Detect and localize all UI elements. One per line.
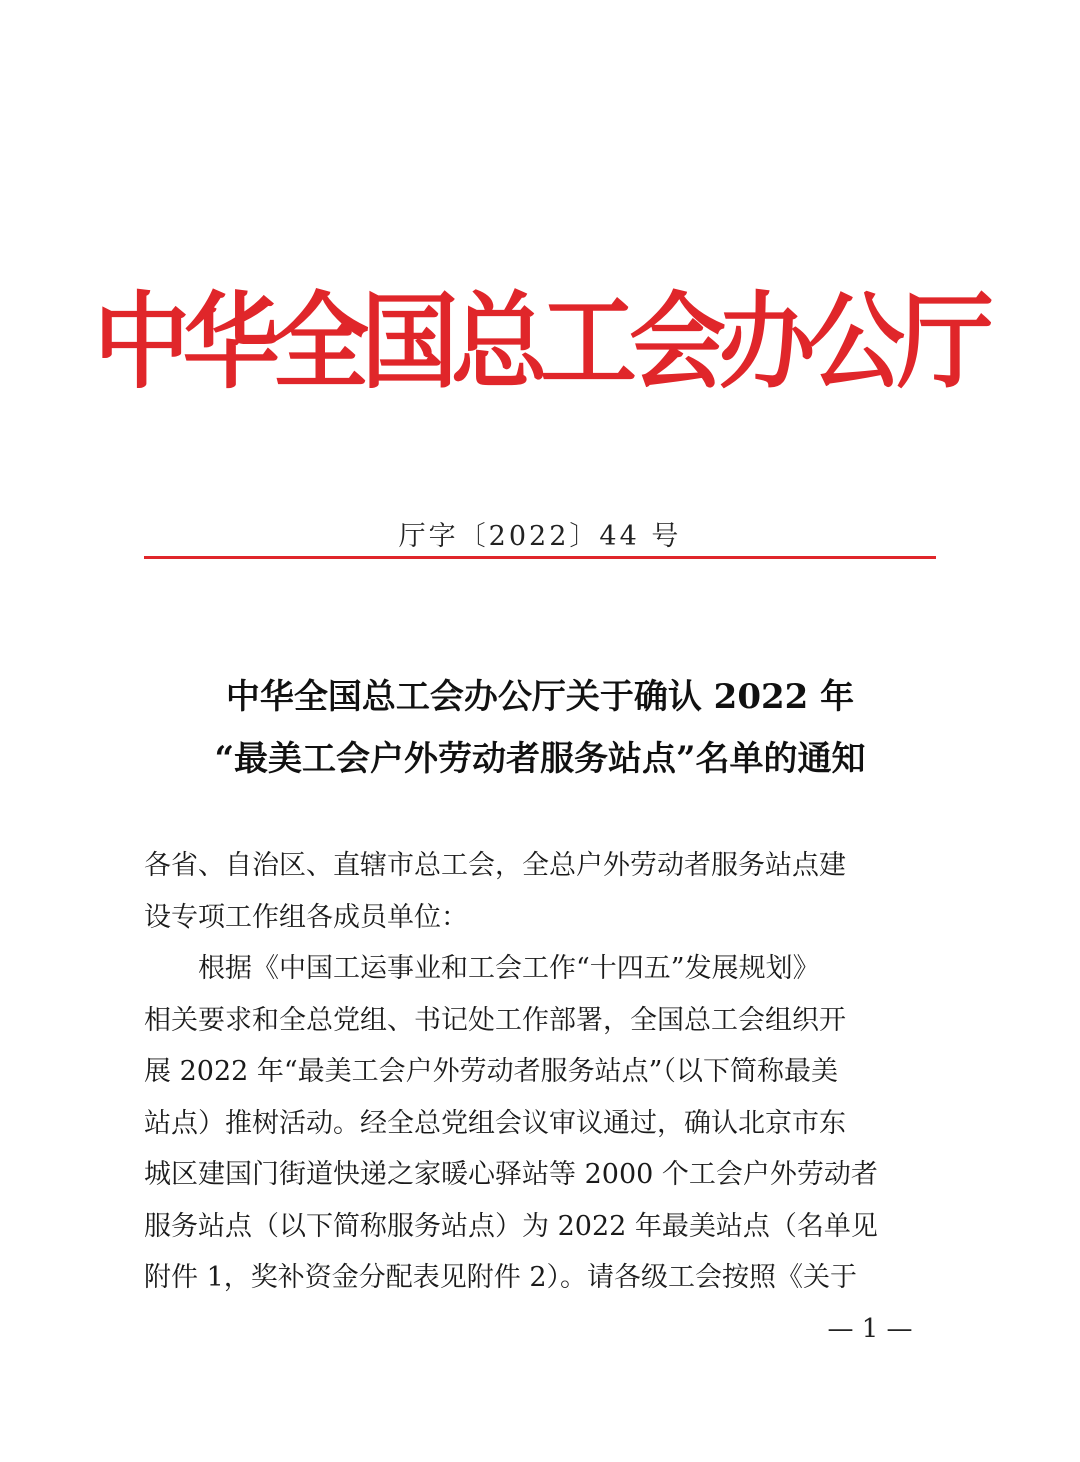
body-line: 各省、自治区、直辖市总工会，全总户外劳动者服务站点建	[144, 850, 846, 881]
body-line: 站点）推树活动。经全总党组会议审议通过，确认北京市东	[144, 1107, 846, 1139]
body-line: 设专项工作组各成员单位：	[144, 901, 468, 933]
issuer-masthead: 中华全国总工会办公厅	[93, 281, 987, 403]
red-divider-line	[144, 556, 936, 559]
body-line: 城区建国门街道快递之家暖心驿站等 2000 个工会户外劳动者	[144, 1159, 878, 1190]
page-number: — 1 —	[827, 1314, 913, 1344]
body-line: 服务站点（以下简称服务站点）为 2022 年最美站点（名单见	[144, 1210, 878, 1242]
notice-body	[144, 840, 936, 1304]
body-line: 展 2022 年“最美工会户外劳动者服务站点”（以下简称最美	[144, 1056, 838, 1087]
title-line-2: “最美工会户外劳动者服务站点”名单的通知	[214, 739, 866, 779]
body-line: 相关要求和全总党组、书记处工作部署，全国总工会组织开	[144, 1004, 846, 1036]
body-line: 根据《中国工运事业和工会工作“十四五”发展规划》	[144, 953, 820, 984]
document-number: 厅字〔2022〕44 号	[398, 521, 682, 552]
title-line-1: 中华全国总工会办公厅关于确认 2022 年	[225, 677, 855, 717]
notice-title	[140, 666, 940, 790]
body-line: 附件 1，奖补资金分配表见附件 2）。请各级工会按照《关于	[144, 1262, 858, 1293]
